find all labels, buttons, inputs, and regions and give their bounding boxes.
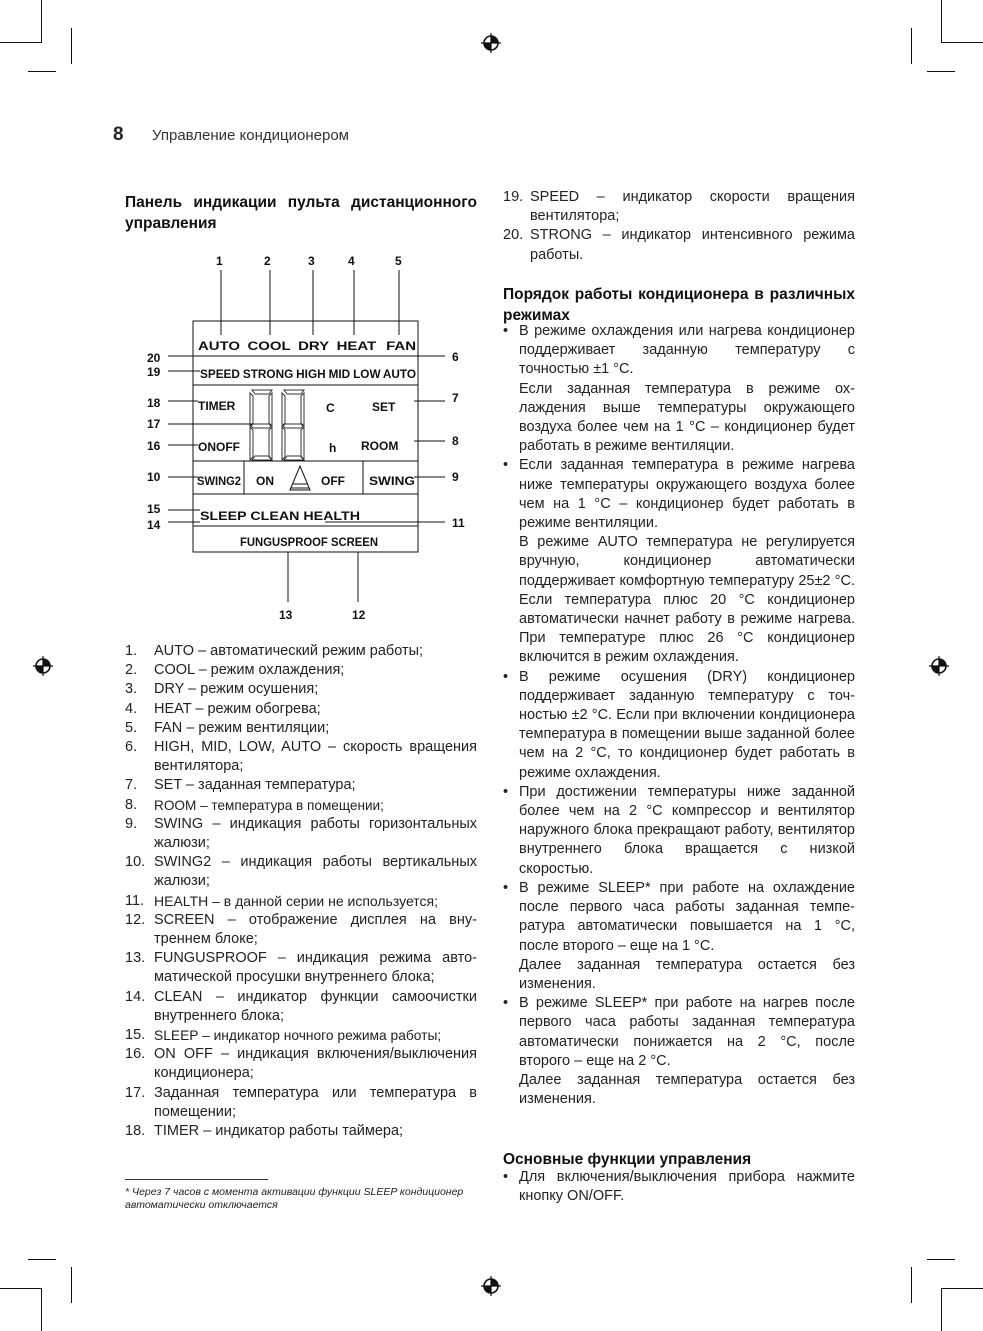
list-item (125, 1084, 477, 1122)
mode-paragraph: Далее заданная температура остается без изменения. (519, 956, 855, 992)
callout-16: 16 (147, 439, 161, 453)
list-item (125, 700, 477, 719)
panel-section-title: Панель индикации пульта дистанционного управления (125, 194, 477, 232)
list-item (125, 680, 477, 699)
callout-2: 2 (264, 254, 271, 268)
bullet-icon: • (503, 323, 509, 339)
callout-6: 6 (452, 350, 459, 364)
lcd-fan: FAN (386, 339, 411, 353)
item-number: 10. (125, 854, 146, 871)
lcd-row-modes (198, 339, 416, 353)
registration-mark-icon (33, 656, 53, 676)
list-item (125, 815, 477, 853)
item-number: 19. (503, 189, 524, 205)
item-number: 20. (503, 227, 524, 244)
lcd-onoff: ONOFF (198, 440, 240, 454)
item-text: SWING2 – индикация работы вертикальных жалюзи; (154, 854, 477, 890)
item-text: HIGH, MID, LOW, AUTO – скорость вращения вентилятора; (154, 739, 477, 775)
mode-paragraph: В режиме AUTO температура не регулируется вручную, кондиционер автоматически поддерживает комфортную температуру 25±2 °С. Если температура плюс 20 °С кондиционер автоматически начнет работу в режиме нагрева. При температуре плюс 26 °С кондиционер включится в режим охлаждения. (519, 534, 855, 666)
item-number: 2. (125, 662, 138, 679)
lcd-cool: COOL (247, 339, 283, 353)
list-item (125, 1026, 477, 1045)
crop-mark (941, 1288, 942, 1331)
item-text: AUTO – автоматический режим работы; (154, 643, 424, 659)
lcd-timer: TIMER (198, 399, 236, 413)
callout-7: 7 (452, 391, 459, 405)
lcd-swing: SWING (369, 474, 415, 488)
remote-display-diagram (140, 250, 470, 625)
item-number: 18. (125, 1123, 146, 1140)
functions-list (503, 1168, 855, 1206)
lcd-degree: C (326, 401, 335, 415)
mode-paragraph: При достижении температуры ниже заданной более чем на 2 °С компрессор и вентилятор наружного блока прекращают работу, вентилятор внутреннего блока вращается с низкой скоростью. (519, 783, 855, 877)
lcd-room: ROOM (361, 439, 399, 453)
lcd-speed-auto: AUTO (382, 367, 417, 381)
item-text: HEALTH – в данной серии не используется; (154, 892, 439, 909)
callout-4: 4 (348, 254, 355, 268)
mode-paragraph: В режиме охлаждения или нагрева кондиционер поддерживает заданную температуру с точностью ±1 °С. (519, 323, 855, 378)
item-number: 17. (125, 1084, 146, 1101)
lcd-high: HIGH (296, 367, 327, 381)
lcd-mid: MID (328, 367, 351, 381)
callout-9: 9 (452, 470, 459, 484)
mode-paragraph: В режиме SLEEP* при работе на нагрев после первого часа работы заданная температура автоматически понижается на 2 °С, после второго – еще на 2 °С. (519, 995, 855, 1069)
item-text: SCREEN – отображение дисплея на внутреннем блоке; (154, 911, 477, 948)
footnote: * Через 7 часов с момента активации функции SLEEP кондиционер автоматически отключается (125, 1186, 464, 1211)
list-item (503, 1168, 855, 1206)
lcd-on: ON (256, 474, 274, 488)
crop-mark (71, 28, 72, 64)
callout-18: 18 (147, 396, 161, 410)
list-item (125, 892, 477, 911)
list-item (125, 738, 477, 776)
lcd-row-fungusproof: FUNGUSPROOF SCREEN (240, 535, 378, 549)
item-number: 13. (125, 950, 146, 967)
list-item (503, 783, 855, 879)
indicator-list-right (503, 188, 855, 265)
lcd-low: LOW (353, 367, 381, 381)
item-number: 12. (125, 911, 146, 928)
lcd-hour: h (329, 441, 337, 455)
lcd-row-sleep: SLEEP CLEAN HEALTH (200, 509, 360, 523)
list-item (503, 226, 855, 264)
mode-paragraph: Если заданная температура в режиме охлаждения выше температуры окружающего воздуха более чем на 1 °С – кондиционер будет работать в режиме вентиляции. (519, 380, 855, 455)
crop-mark (941, 1288, 983, 1289)
item-text: Заданная температура или температура в помещении; (154, 1084, 477, 1120)
list-item (125, 1122, 477, 1141)
list-item (125, 642, 477, 661)
callout-3: 3 (308, 254, 315, 268)
crop-mark (0, 42, 42, 43)
callout-1: 1 (216, 254, 223, 268)
item-text: COOL – режим охлаждения; (154, 662, 345, 679)
item-text: ROOM – температура в помещении; (154, 797, 384, 813)
callout-19: 19 (147, 365, 161, 379)
list-item (125, 949, 477, 987)
crop-mark (28, 71, 56, 72)
list-item (503, 879, 855, 994)
function-paragraph: Для включения/выключения прибора нажмите кнопку ON/OFF. (519, 1169, 855, 1205)
list-item (125, 776, 477, 795)
lcd-set: SET (372, 400, 396, 414)
item-text: SPEED – индикатор скорости вращения вентилятора; (530, 189, 855, 225)
mode-paragraph: Далее заданная температура остается без изменения. (519, 1071, 855, 1108)
item-text: SWING – индикация работы горизонтальных жалюзи; (154, 815, 477, 852)
callout-11: 11 (452, 516, 465, 530)
list-item (125, 661, 477, 680)
callout-12: 12 (352, 608, 366, 622)
functions-section-title: Основные функции управления (503, 1151, 752, 1168)
item-text: TIMER – индикатор работы таймера; (154, 1123, 404, 1140)
item-text: CLEAN – индикатор функции самоочистки внутреннего блока; (154, 988, 477, 1024)
crop-mark (911, 28, 912, 64)
item-text: ON OFF – индикация включения/выключения кондиционера; (154, 1046, 477, 1082)
list-item (503, 188, 855, 226)
lcd-heat: HEAT (336, 339, 369, 353)
lcd-strong: STRONG (242, 367, 295, 381)
item-text: DRY – режим осушения; (154, 681, 319, 698)
item-text: FAN – режим вентиляции; (154, 719, 330, 736)
item-text: FUNGUSPROOF – индикация режима автоматической просушки внутреннего блока; (154, 950, 477, 986)
lcd-row-speed (200, 367, 416, 381)
crop-mark (71, 1267, 72, 1303)
callout-5: 5 (395, 254, 402, 268)
list-item (125, 796, 477, 815)
item-number: 1. (125, 643, 138, 659)
list-item (503, 994, 855, 1109)
item-number: 8. (125, 796, 138, 813)
indicator-list-left (125, 642, 477, 1141)
list-item (125, 1045, 477, 1083)
crop-mark (41, 1288, 42, 1331)
list-item (503, 322, 855, 456)
item-text: SET – заданная температура; (154, 777, 356, 794)
crop-mark (941, 42, 983, 43)
item-number: 14. (125, 988, 146, 1005)
item-number: 11. (125, 892, 145, 909)
crop-mark (927, 1259, 955, 1260)
item-text: SLEEP – индикатор ночного режима работы; (154, 1028, 442, 1044)
modes-list (503, 322, 855, 1109)
mode-paragraph: В режиме осушения (DRY) кондиционер поддерживает заданную температуру с точностью ±2 °С. Если при включении кондиционера температура в помещении выше заданной более чем на 2 °С, то кондиционер будет работать в режиме охлаждения. (519, 668, 855, 781)
list-item (125, 719, 477, 738)
registration-mark-icon (929, 656, 949, 676)
callout-8: 8 (452, 434, 459, 448)
callout-15: 15 (147, 502, 161, 516)
item-number: 7. (125, 777, 138, 794)
item-text: HEAT – режим обогрева; (154, 700, 321, 717)
list-item (503, 456, 855, 667)
bullet-icon: • (503, 1169, 509, 1185)
list-item (125, 853, 477, 891)
bullet-icon: • (503, 457, 509, 474)
item-number: 6. (125, 739, 138, 756)
item-number: 15. (125, 1027, 146, 1044)
lcd-speed: SPEED (200, 367, 241, 381)
page-number: 8 (113, 124, 124, 145)
lcd-dry: DRY (298, 339, 324, 353)
crop-mark (927, 71, 955, 72)
lcd-off: OFF (321, 474, 345, 488)
callout-14: 14 (147, 518, 161, 532)
crop-mark (911, 1267, 912, 1303)
registration-mark-icon (481, 1276, 501, 1296)
list-item (125, 988, 477, 1026)
bullet-icon: • (503, 995, 509, 1012)
crop-mark (41, 0, 42, 43)
crop-mark (0, 1288, 42, 1289)
item-number: 3. (125, 681, 138, 698)
lcd-auto: AUTO (198, 339, 232, 353)
mode-paragraph: Если заданная температура в режиме нагрева ниже температуры окружающего воздуха более чем на 1 °С – кондиционер будет работать в режиме вентиляции. (519, 457, 855, 532)
list-item (125, 911, 477, 949)
swing-flap-icon (290, 466, 310, 490)
crop-mark (941, 0, 942, 43)
callout-10: 10 (147, 470, 161, 484)
item-number: 9. (125, 815, 138, 832)
item-number: 5. (125, 719, 138, 736)
item-number: 16. (125, 1046, 146, 1063)
list-item (503, 668, 855, 783)
temperature-digits (250, 390, 304, 460)
page-header-title: Управление кондиционером (152, 127, 349, 144)
item-number: 4. (125, 700, 138, 717)
item-text: STRONG – индикатор интенсивного режима работы. (530, 227, 855, 263)
registration-mark-icon (481, 33, 501, 53)
footnote-divider (125, 1179, 268, 1180)
callout-13: 13 (279, 608, 293, 622)
bullet-icon: • (503, 783, 509, 800)
callout-20: 20 (147, 351, 161, 365)
modes-section-title: Порядок работы кондиционера в различных режимах (503, 286, 855, 324)
bullet-icon: • (503, 879, 509, 896)
lcd-swing2: SWING2 (197, 474, 242, 488)
crop-mark (28, 1259, 56, 1260)
callout-17: 17 (147, 417, 161, 431)
mode-paragraph: В режиме SLEEP* при работе на охлаждение после первого часа работы заданная температура автоматически повышается на 1 °С, после второго – еще на 1 °С. (519, 879, 855, 954)
bullet-icon: • (503, 668, 509, 685)
